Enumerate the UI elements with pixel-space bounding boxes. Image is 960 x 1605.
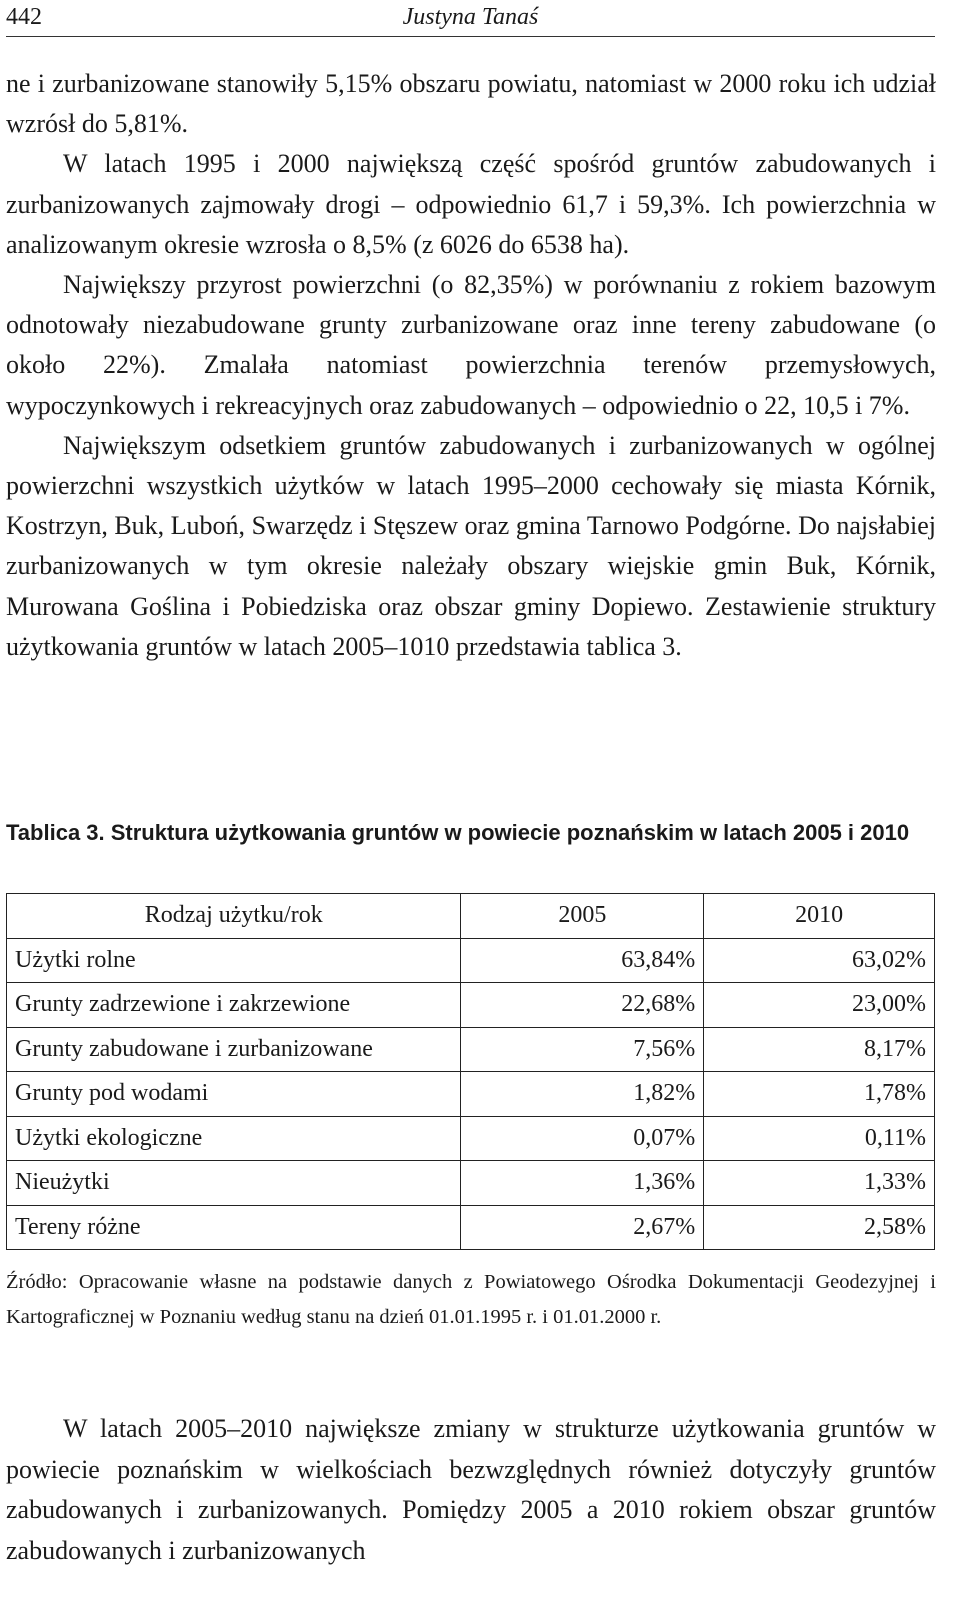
- value-2010: 23,00%: [704, 983, 935, 1028]
- value-2010: 63,02%: [704, 938, 935, 983]
- paragraph-3: Największy przyrost powierzchni (o 82,35%) w porównaniu z rokiem bazowym odnotowały niezabudowane grunty zurbanizowane oraz inne tereny zabudowane (o około 22%). Zmalała natomiast powierzchnia terenów przemysłowych, wypoczynkowych i rekreacyjnych oraz zabudowanych – odpowiednio o 22, 10,5 i 7%.: [6, 270, 936, 420]
- paragraph-2: W latach 1995 i 2000 największą część spośród gruntów zabudowanych i zurbanizowanych zajmowały drogi – odpowiednio 61,7 i 59,3%. Ich powierzchnia w analizowanym okresie wzrosła o 8,5% (z 6026 do 6538 ha).: [6, 149, 936, 259]
- row-label: Nieużytki: [7, 1161, 461, 1206]
- running-head-author: Justyna Tanaś: [402, 4, 539, 30]
- header-land-type: Rodzaj użytku/rok: [7, 894, 461, 939]
- value-2005: 0,07%: [461, 1116, 704, 1161]
- value-2005: 1,36%: [461, 1161, 704, 1206]
- row-label: Grunty zadrzewione i zakrzewione: [7, 983, 461, 1028]
- row-label: Grunty zabudowane i zurbanizowane: [7, 1027, 461, 1072]
- row-label: Użytki rolne: [7, 938, 461, 983]
- value-2010: 0,11%: [704, 1116, 935, 1161]
- value-2005: 7,56%: [461, 1027, 704, 1072]
- paragraph-1: ne i zurbanizowane stanowiły 5,15% obszaru powiatu, natomiast w 2000 roku ich udział wzrósł do 5,81%.: [6, 69, 936, 139]
- table-source-note: Źródło: Opracowanie własne na podstawie danych z Powiatowego Ośrodka Dokumentacji Geodezyjnej i Kartograficznej w Poznaniu według stanu na dzień 01.01.1995 r. i 01.01.2000 r.: [6, 1271, 936, 1328]
- table-row: [7, 938, 935, 983]
- value-2005: 2,67%: [461, 1205, 704, 1250]
- table-row: [7, 1072, 935, 1117]
- value-2010: 2,58%: [704, 1205, 935, 1250]
- land-use-table: [6, 893, 935, 1250]
- value-2010: 8,17%: [704, 1027, 935, 1072]
- value-2010: 1,33%: [704, 1161, 935, 1206]
- value-2005: 63,84%: [461, 938, 704, 983]
- table-row: [7, 1027, 935, 1072]
- table-caption: Tablica 3. Struktura użytkowania gruntów w powiecie poznańskim w latach 2005 i 2010: [6, 820, 910, 845]
- table-row: [7, 1161, 935, 1206]
- table-row: [7, 983, 935, 1028]
- page-number: 442: [6, 4, 42, 30]
- row-label: Tereny różne: [7, 1205, 461, 1250]
- value-2005: 1,82%: [461, 1072, 704, 1117]
- header-2005: 2005: [461, 894, 704, 939]
- paragraph-5: W latach 2005–2010 największe zmiany w strukturze użytkowania gruntów w powiecie poznańskim w wielkościach bezwzględnych również dotyczyły gruntów zabudowanych i zurbanizowanych. Pomiędzy 2005 a 2010 rokiem obszar gruntów zabudowanych i zurbanizowanych: [6, 1414, 936, 1565]
- row-label: Użytki ekologiczne: [7, 1116, 461, 1161]
- row-label: Grunty pod wodami: [7, 1072, 461, 1117]
- value-2010: 1,78%: [704, 1072, 935, 1117]
- paragraph-4: Największym odsetkiem gruntów zabudowanych i zurbanizowanych w ogólnej powierzchni wszystkich użytków w latach 1995–2000 cechowały się miasta Kórnik, Kostrzyn, Buk, Luboń, Swarzędz i Stęszew oraz gmina Tarnowo Podgórne. Do najsłabiej zurbanizowanych w tym okresie należały obszary wiejskie gmin Buk, Kórnik, Murowana Goślina i Pobiedziska oraz obszar gminy Dopiewo. Zestawienie struktury użytkowania gruntów w latach 2005–1010 przedstawia tablica 3.: [6, 430, 936, 661]
- table-header-row: [7, 894, 935, 939]
- body-text: [6, 64, 936, 667]
- page-header: [6, 0, 935, 37]
- table-row: [7, 1116, 935, 1161]
- table-row: [7, 1205, 935, 1250]
- closing-text: [6, 1409, 936, 1571]
- value-2005: 22,68%: [461, 983, 704, 1028]
- header-2010: 2010: [704, 894, 935, 939]
